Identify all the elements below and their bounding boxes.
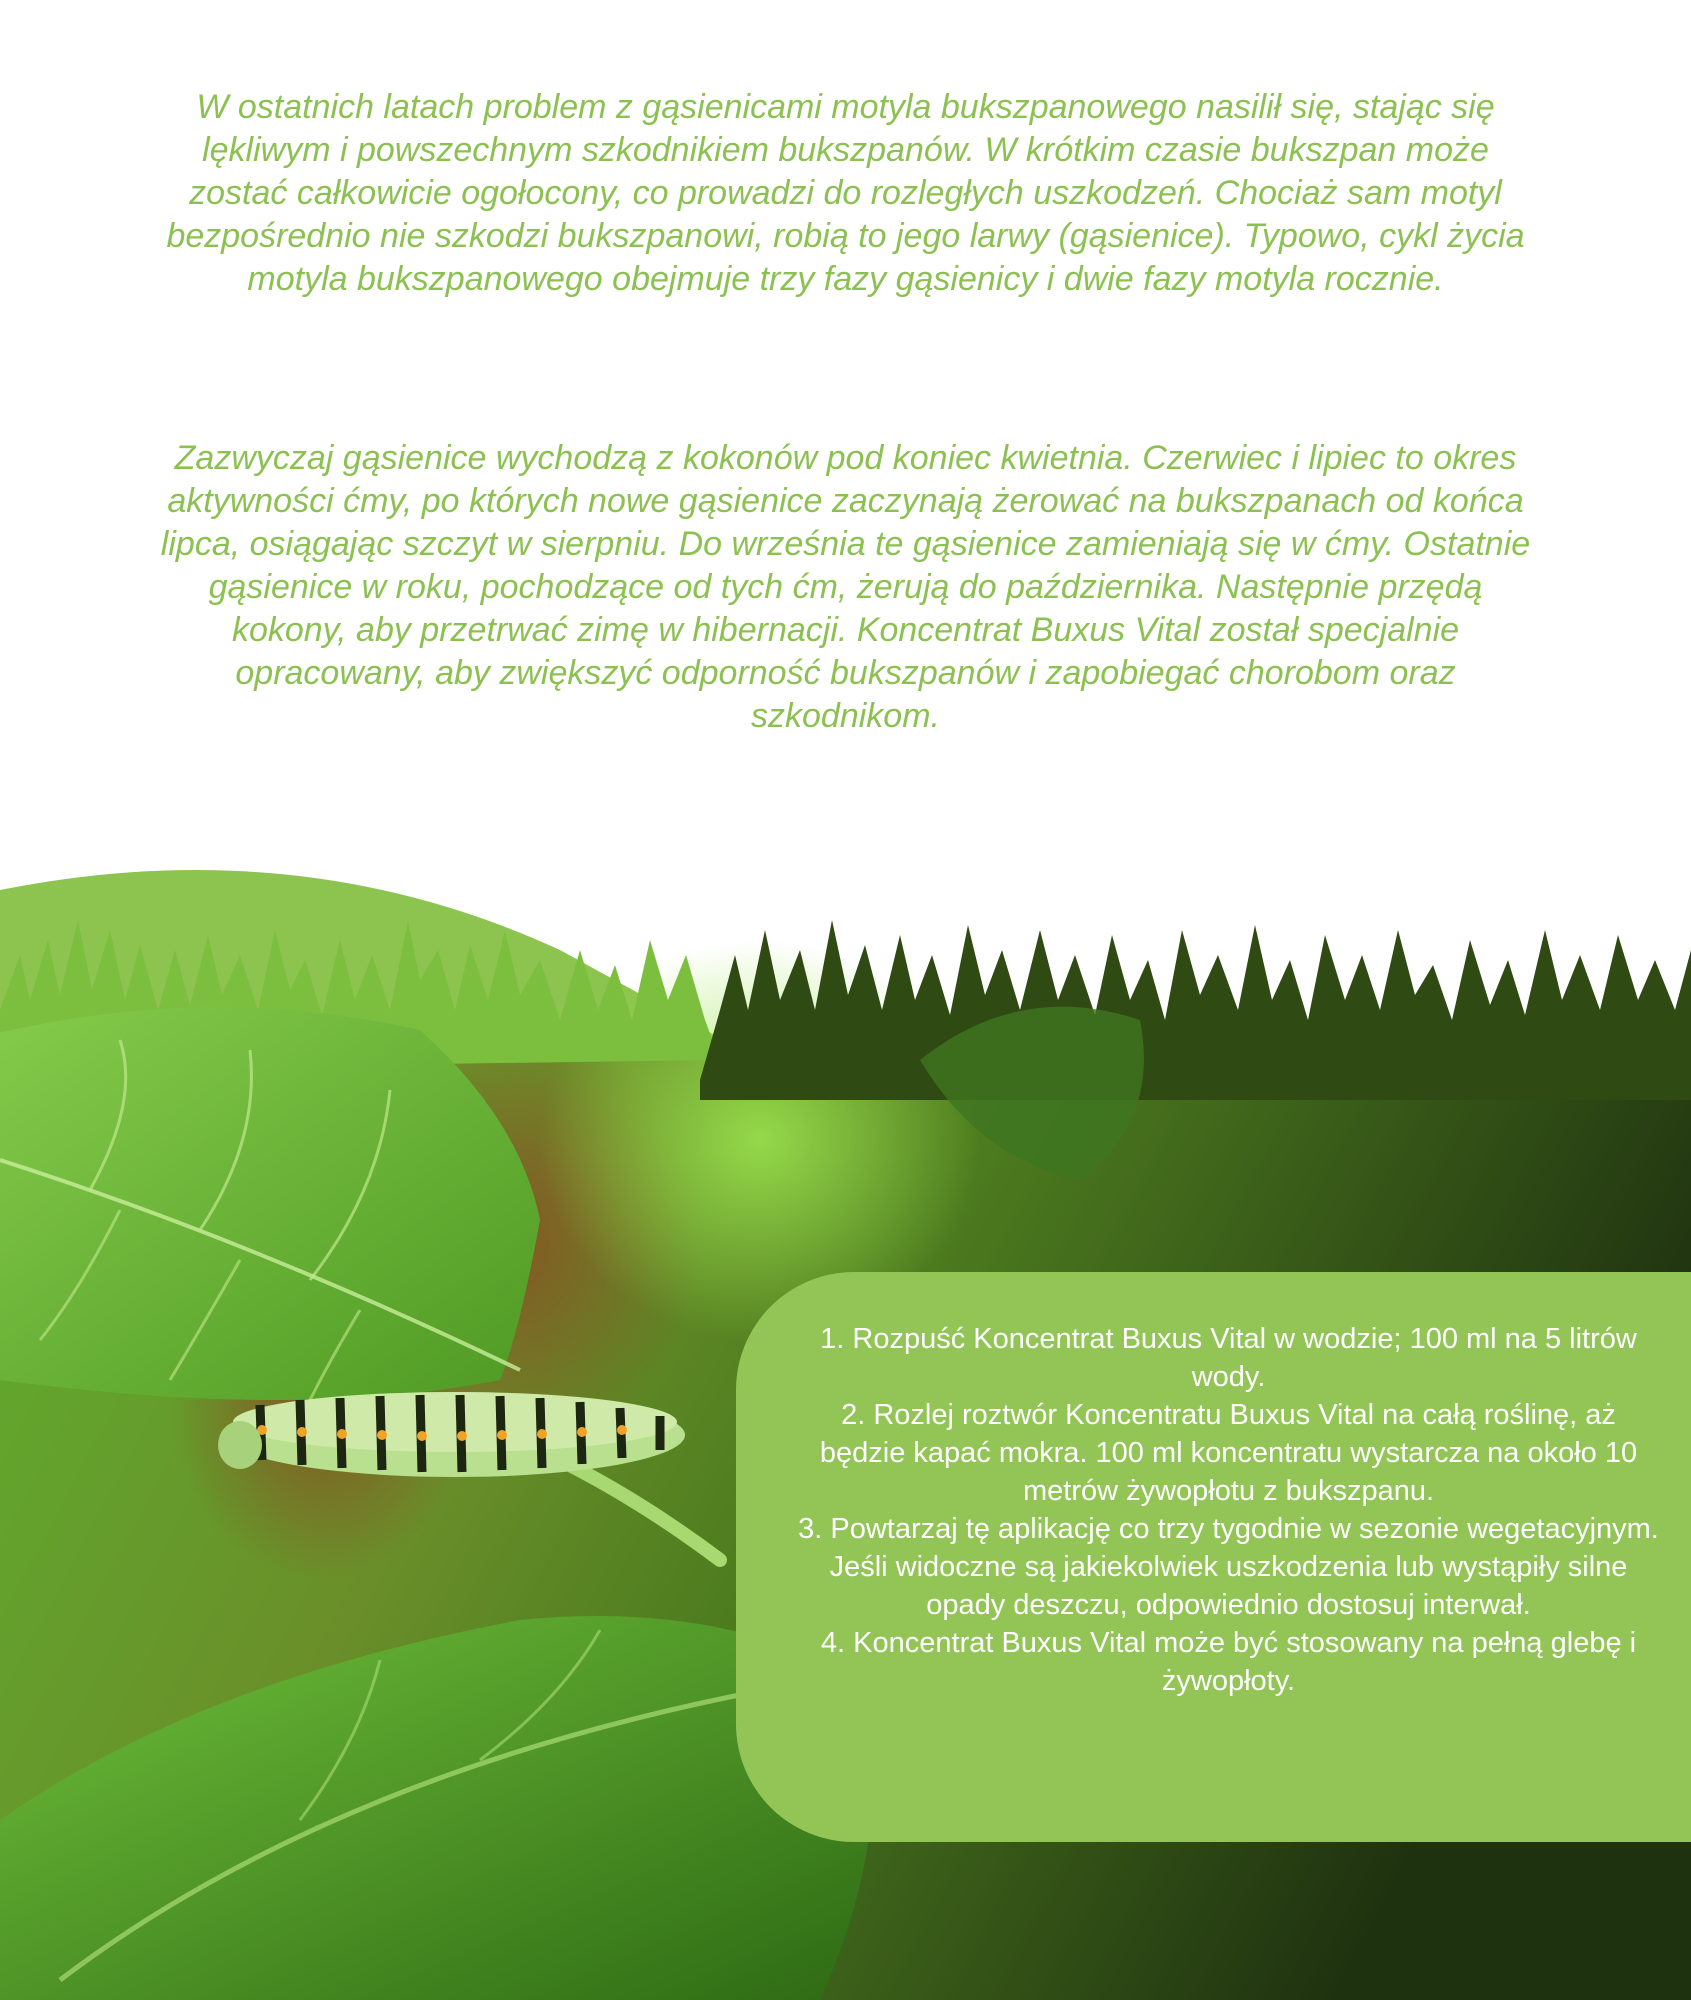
instructions-card	[736, 1272, 1691, 1842]
instruction-step-1: 1. Rozpuść Koncentrat Buxus Vital w wodzie; 100 ml na 5 litrów wody.	[820, 1323, 1637, 1393]
instruction-step-2: 2. Rozlej roztwór Koncentratu Buxus Vital na całą roślinę, aż będzie kapać mokra. 100 ml koncentratu wystarcza na około 10 metrów żywopłotu z bukszpanu.	[819, 1399, 1638, 1507]
instruction-step-3: 3. Powtarzaj tę aplikację co trzy tygodnie w sezonie wegetacyjnym. Jeśli widoczne są jakiekolwiek uszkodzenia lub wystąpiły silne opady deszczu, odpowiednio dostosuj interwał.	[798, 1513, 1659, 1621]
intro-paragraph-1: W ostatnich latach problem z gąsienicami motyla bukszpanowego nasilił się, stając się lękliwym i powszechnym szkodnikiem bukszpanów. W krótkim czasie bukszpan może zostać całkowicie ogołocony, co prowadzi do rozległych uszkodzeń. Chociaż sam motyl bezpośrednio nie szkodzi bukszpanowi, robią to jego larwy (gąsienice). Typowo, cykl życia motyla bukszpanowego obejmuje trzy fazy gąsienicy i dwie fazy motyla rocznie.	[166, 88, 1525, 298]
instructions-list	[796, 1320, 1661, 1700]
instruction-step-4: 4. Koncentrat Buxus Vital może być stosowany na pełną glebę i żywopłoty.	[820, 1627, 1637, 1697]
intro-paragraph-2: Zazwyczaj gąsienice wychodzą z kokonów pod koniec kwietnia. Czerwiec i lipiec to okres aktywności ćmy, po których nowe gąsienice zaczynają żerować na bukszpanach od końca lipca, osiągając szczyt w sierpniu. Do września te gąsienice zamieniają się w ćmy. Ostatnie gąsienice w roku, pochodzące od tych ćm, żerują do października. Następnie przędą kokony, aby przetrwać zimę w hibernacji. Koncentrat Buxus Vital został specjalnie opracowany, aby zwiększyć odporność bukszpanów i zapobiegać chorobom oraz szkodnikom.	[160, 439, 1531, 735]
